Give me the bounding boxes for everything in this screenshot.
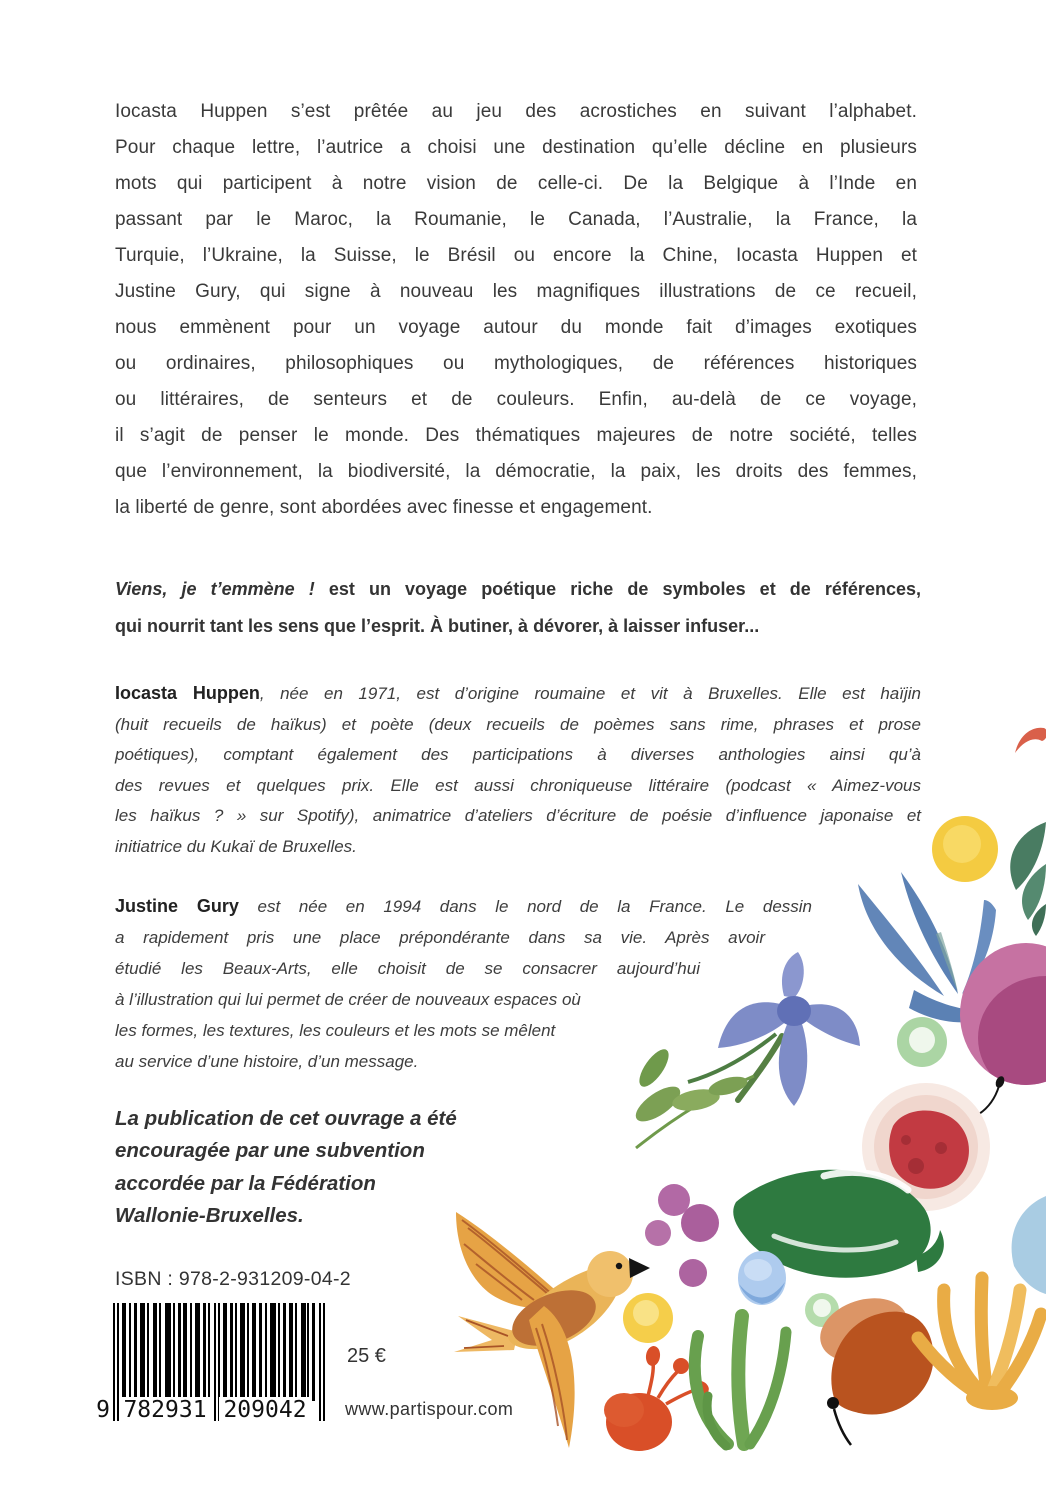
text-line: poétiques), comptant également des participations à diverses anthologies ainsi qu’à <box>115 745 921 765</box>
text-line: nous emmènent pour un voyage autour du monde fait d’images exotiques <box>115 317 917 338</box>
text-line: ou littéraires, de senteurs et de couleurs. Enfin, au-delà de ce voyage, <box>115 389 917 410</box>
isbn-label: ISBN : 978-2-931209-04-2 <box>115 1268 351 1290</box>
text-line: mots qui participent à notre vision de celle-ci. De la Belgique à l’Inde en <box>115 173 917 194</box>
text-line: Turquie, l’Ukraine, la Suisse, le Brésil ou encore la Chine, Iocasta Huppen et <box>115 245 917 266</box>
text-line: Iocasta Huppen s’est prêtée au jeu des acrostiches en suivant l’alphabet. <box>115 101 917 122</box>
watercolor-collage-illustration <box>396 696 1046 1486</box>
price-label: 25 € <box>347 1345 386 1367</box>
iris-flower-illustration <box>688 952 860 1106</box>
text-line: Wallonie-Bruxelles. <box>115 1204 304 1228</box>
bird-head <box>587 1251 633 1297</box>
text-line: des revues et quelques prix. Elle est aussi chroniqueuse littéraire (podcast « Aimez-vous <box>115 775 921 795</box>
barcode-left-digits: 782931 <box>119 1397 211 1423</box>
light-blue-blob-illustration <box>1012 1196 1046 1294</box>
text-line: les haïkus ? » sur Spotify), animatrice d’ateliers d’écriture de poésie d’influence japonaise et <box>115 806 921 826</box>
illustrator-name-bold: Justine Gury <box>115 896 239 916</box>
website-url: www.partispour.com <box>345 1399 514 1419</box>
text-line: étudié les Beaux-Arts, elle choisit de se consacrer aujourd’hui <box>115 959 700 978</box>
text-line: ou ordinaires, philosophiques ou mythologiques, de références historiques <box>115 353 917 374</box>
text-line: La publication de cet ouvrage a été <box>115 1107 457 1130</box>
barcode-lead-digit: 9 <box>96 1397 110 1423</box>
golden-coral-illustration <box>918 1278 1041 1410</box>
text-line: a rapidement pris une place prépondérante dans sa vie. Après avoir <box>115 928 765 947</box>
text-line: il s’agit de penser le monde. Des thématiques majeures de notre société, telles <box>115 425 917 446</box>
text-line: que l’environnement, la biodiversité, la démocratie, la paix, les droits des femmes, <box>115 461 917 482</box>
text-line: Pour chaque lettre, l’autrice a choisi une destination qu’elle décline en plusieurs <box>115 137 917 158</box>
tagline-paragraph <box>115 571 921 644</box>
bird-eye <box>616 1263 622 1269</box>
green-ring-illustration <box>897 1017 947 1067</box>
yellow-pebble-illustration <box>623 1293 673 1343</box>
text-line: accordée par la Fédération <box>115 1171 376 1195</box>
text-line: initiatrice du Kukaï de Bruxelles. <box>115 836 357 856</box>
intro-paragraph <box>115 94 917 526</box>
purple-berries-illustration <box>645 1184 719 1287</box>
green-kelp-illustration <box>695 1316 786 1446</box>
text-line: qui nourrit tant les sens que l’esprit. À butiner, à dévorer, à laisser infuser... <box>115 615 760 636</box>
bird-beak <box>629 1258 650 1278</box>
text-line <box>115 571 921 608</box>
tagline-rest: est un voyage poétique riche de symboles et de références, <box>314 579 921 599</box>
text-line: (huit recueils de haïkus) et poète (deux recueils de poèmes sans rime, phrases et prose <box>115 714 921 734</box>
text-line: à l’illustration qui lui permet de créer de nouveaux espaces où <box>115 990 581 1009</box>
author-name-bold: Iocasta Huppen <box>115 683 260 703</box>
text-line: passant par le Maroc, la Roumanie, le Canada, l’Australie, la France, la <box>115 209 917 230</box>
barcode-right-digits: 209042 <box>219 1397 311 1423</box>
blue-pebble-illustration <box>738 1251 786 1305</box>
red-wave-illustration <box>1015 728 1046 753</box>
teal-leaves-illustration <box>1010 822 1046 936</box>
book-title-italic: Viens, je t’emmène ! <box>115 579 315 599</box>
text-line: Justine Gury est née en 1994 dans le nord de la France. Le dessin <box>115 896 812 916</box>
text-line: au service d’une histoire, d’un message. <box>115 1052 419 1071</box>
text-line: la liberté de genre, sont abordées avec finesse et engagement. <box>115 497 653 518</box>
text-line: encouragée par une subvention <box>115 1139 425 1163</box>
ean-barcode <box>95 1303 335 1437</box>
text-line: Justine Gury, qui signe à nouveau les magnifiques illustrations de ce recueil, <box>115 281 917 302</box>
yellow-sun-illustration <box>932 816 998 882</box>
text-line: les formes, les textures, les couleurs et les mots se mêlent <box>115 1021 556 1040</box>
text-line: Iocasta Huppen, née en 1971, est d’origine roumaine et vit à Bruxelles. Elle est haïjin <box>115 683 921 703</box>
